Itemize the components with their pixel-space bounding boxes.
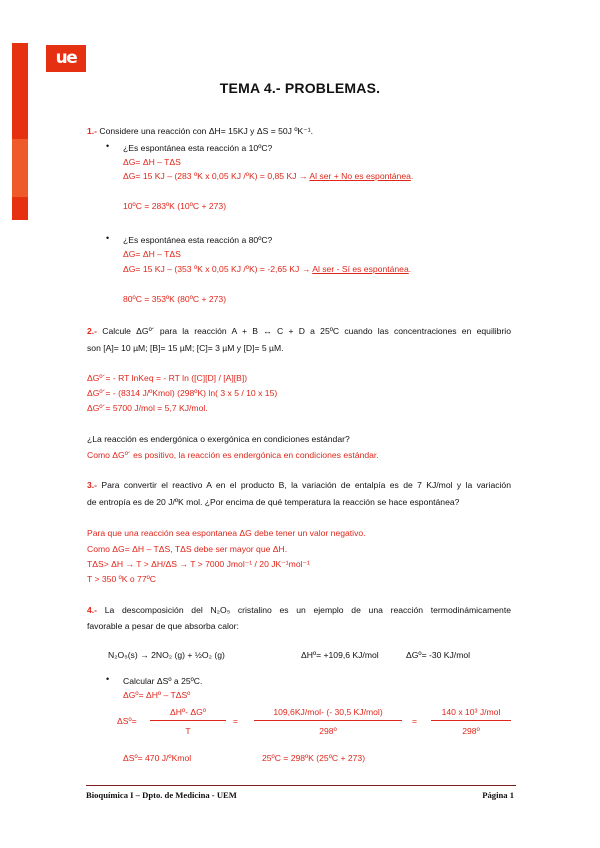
page-title: TEMA 4.- PROBLEMAS. <box>219 80 381 96</box>
bullet-icon: • <box>106 141 110 151</box>
problem-2-statement-line2: son [A]= 10 µM; [B]= 15 µM; [C]= 3 µM y [D]= 5 µM. <box>87 343 284 353</box>
bullet-icon: • <box>106 233 110 243</box>
problem-1b-question: ¿Es espontánea esta reacción a 80ºC? <box>123 235 273 245</box>
problem-3-solution-4: T > 350 ºK o 77ºC <box>87 574 156 584</box>
ue-logo: ue <box>46 45 86 72</box>
problem-4-result: ΔSº= 470 J/ºKmol <box>123 753 192 763</box>
problem-1a-conclusion: Al ser + No es espontánea <box>309 171 411 181</box>
equals-sign-1: = <box>233 716 239 726</box>
fraction-3-bar <box>431 720 511 721</box>
problem-3-solution-3: TΔS> ΔH → T > ΔH/ΔS → T > 7000 Jmol⁻¹ / 20 JK⁻¹mol⁻¹ <box>87 559 310 569</box>
fraction-2-bar <box>254 720 402 721</box>
problem-1b-period: . <box>408 264 412 274</box>
problem-3-solution-1: Para que una reacción sea espontanea ΔG debe tener un valor negativo. <box>87 528 366 538</box>
problem-2-number: 2.- <box>87 326 98 336</box>
problem-1b-temperature: 80ºC = 353ºK (80ºC + 273) <box>123 294 227 304</box>
problem-1a-period: . <box>410 171 414 181</box>
accent-bar-bottom <box>12 197 28 220</box>
fraction-1-bar <box>150 720 226 721</box>
problem-3-number: 3.- <box>87 480 98 490</box>
fraction-3-denominator: 298º <box>462 726 480 736</box>
problem-1b-conclusion: Al ser - Sí es espontánea <box>312 264 409 274</box>
problem-1-intro: Considere una reacción con ΔH= 15KJ y ΔS = 50J ºK⁻¹. <box>97 126 313 136</box>
problem-2-line1-text: Calcule ΔGº´ para la reacción A + B ↔ C + D a 25ºC cuando las concentraciones en equilibrio <box>97 326 511 336</box>
bullet-icon: • <box>106 674 110 684</box>
problem-1a-formula: ΔG= ΔH – TΔS <box>123 157 181 167</box>
footer-page-number: Página 1 <box>482 790 514 800</box>
problem-1b-calculation <box>123 263 411 275</box>
problem-3-line1-text: Para convertir el reactivo A en el producto B, la variación de entalpía es de 7 KJ/mol y la variación <box>97 480 511 490</box>
problem-4-task: Calcular ΔSº a 25ºC. <box>123 676 203 686</box>
problem-1a-calc-text: ΔG= 15 KJ – (283 ºK x 0,05 KJ /ºK) = 0,85 KJ → <box>123 171 310 181</box>
problem-1a-calculation <box>123 170 413 182</box>
problem-1-statement <box>87 125 313 137</box>
entropy-lhs: ΔSº= <box>117 716 137 726</box>
footer-course: Bioquímica I – Dpto. de Medicina - UEM <box>86 790 237 800</box>
problem-2-solution-2: ΔGº´= - (8314 J/ºKmol) (298ºK) ln( 3 x 5 / 10 x 15) <box>87 388 278 398</box>
equals-sign-2: = <box>412 716 418 726</box>
problem-2-solution-1: ΔGº´= - RT lnKeq = - RT ln ([C][D] / [A][B]) <box>87 373 248 383</box>
problem-1a-question: ¿Es espontánea esta reacción a 10ºC? <box>123 143 273 153</box>
problem-4-temperature: 25ºC = 298ºK (25ºC + 273) <box>262 753 366 763</box>
problem-3-statement-line2: de entropía es de 20 J/ºK mol. ¿Por encima de qué temperatura la reacción se hace espontánea? <box>87 497 460 507</box>
problem-4-statement-line1 <box>87 604 511 616</box>
problem-4-gibbs: ΔGº= -30 KJ/mol <box>406 650 471 660</box>
fraction-3-numerator: 140 x 10³ J/mol <box>441 707 501 717</box>
problem-3-solution-2: Como ΔG= ΔH – TΔS, TΔS debe ser mayor que ΔH. <box>87 544 288 554</box>
problem-2-solution-3: ΔGº´= 5700 J/mol = 5,7 KJ/mol. <box>87 403 208 413</box>
problem-4-line1-text: La descomposición del N₂O₅ cristalino es un ejemplo de una reacción termodinámicamente <box>97 605 511 615</box>
problem-1b-calc-text: ΔG= 15 KJ – (353 ºK x 0,05 KJ /ºK) = -2,65 KJ → <box>123 264 313 274</box>
problem-1-number: 1.- <box>87 126 98 136</box>
fraction-1-numerator: ΔHº- ΔGº <box>170 707 206 717</box>
fraction-1-denominator: T <box>185 726 191 736</box>
problem-1b-formula: ΔG= ΔH – TΔS <box>123 249 181 259</box>
accent-bar-middle <box>12 139 28 197</box>
problem-2-question: ¿La reacción es endergónica o exergónica en condiciones estándar? <box>87 434 350 444</box>
problem-4-number: 4.- <box>87 605 98 615</box>
footer-divider <box>86 785 516 786</box>
problem-2-answer: Como ΔGº´ es positivo, la reacción es endergónica en condiciones estándar. <box>87 450 379 460</box>
problem-2-statement-line1 <box>87 325 511 337</box>
fraction-2-numerator: 109,6KJ/mol- (- 30,5 KJ/mol) <box>273 707 383 717</box>
problem-4-statement-line2: favorable a pesar de que absorba calor: <box>87 621 239 631</box>
problem-3-statement-line1 <box>87 479 511 491</box>
problem-4-equation: ΔGº= ΔHº – TΔSº <box>123 690 191 700</box>
problem-4-reaction: N₂O₅(s) → 2NO₂ (g) + ½O₂ (g) <box>108 650 225 660</box>
problem-4-enthalpy: ΔHº= +109,6 KJ/mol <box>301 650 379 660</box>
problem-1a-temperature: 10ºC = 283ºK (10ºC + 273) <box>123 201 227 211</box>
fraction-2-denominator: 298º <box>319 726 337 736</box>
